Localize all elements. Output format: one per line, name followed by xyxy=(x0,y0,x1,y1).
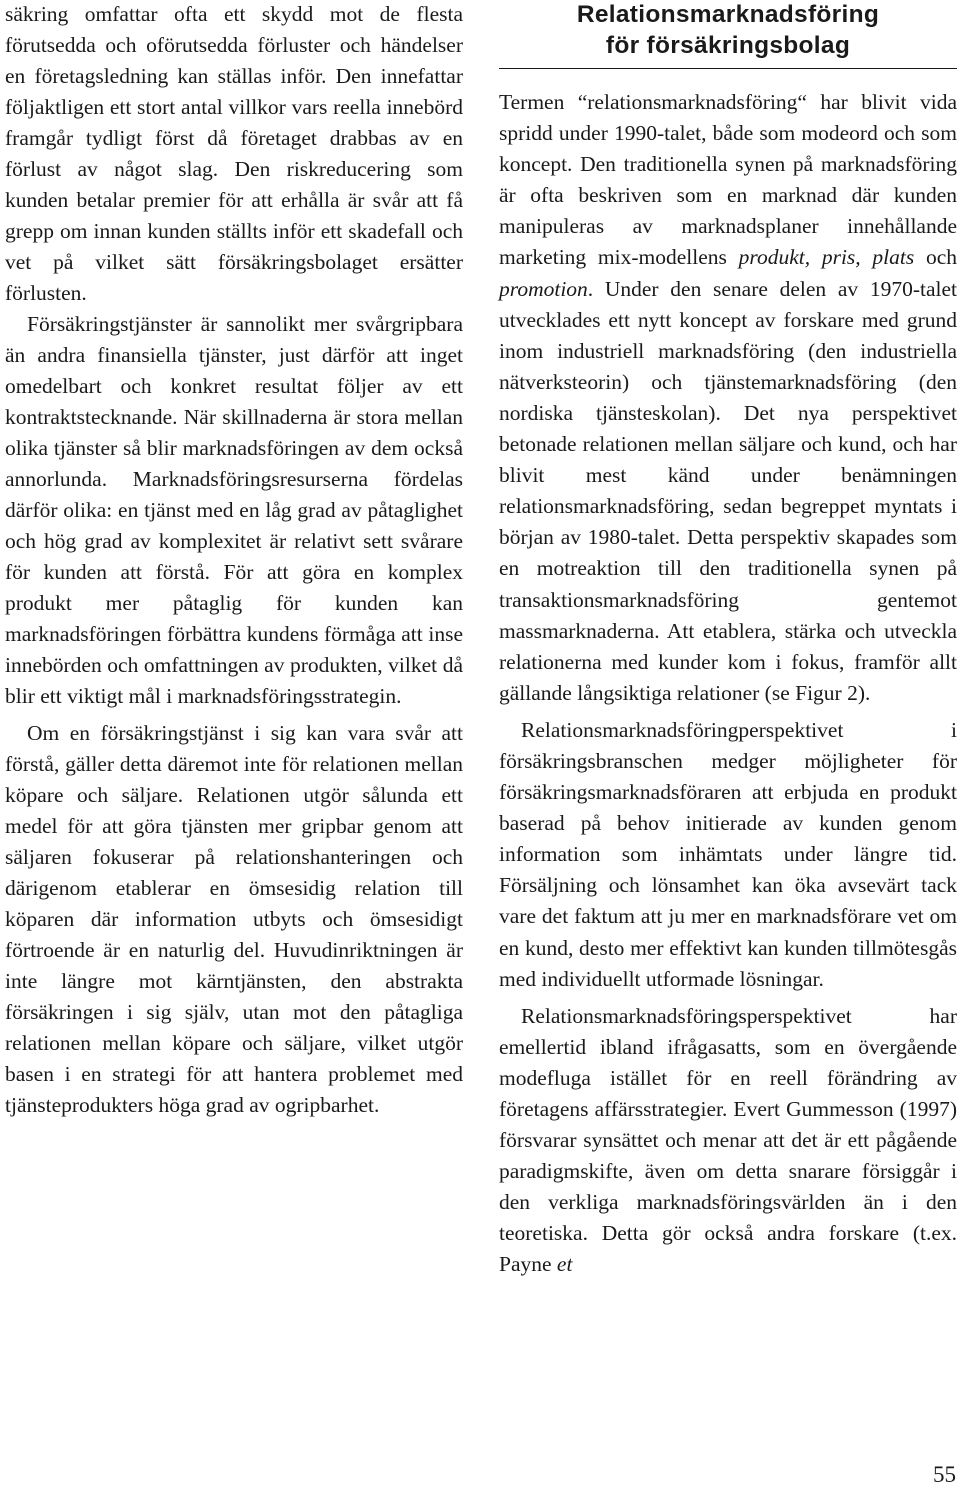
right-paragraph-1-part-1: Termen “relationsmarknadsföring“ har blivit vida spridd under 1990-talet, både som modeord och som koncept. Den traditionella synen på marknadsföring är ofta beskriven som en marknad där kunden manipuleras av marknadsplaner innehållande marketing mix-modellens xyxy=(499,90,957,270)
right-paragraph-3-text: Relationsmarknadsföringsperspektivet har emellertid ibland ifrågasatts, som en övergående modefluga istället för en reell förändring av företagens affärsstrategier. Evert Gummesson (1997) försvarar synsättet och menar att det är ett pågående paradigmskifte, även om detta snarare försiggår i den verkliga marknadsföringsvärlden än i den teoretiska. Detta gör också andra forskare (t.ex. Payne xyxy=(499,1003,957,1277)
right-body xyxy=(499,87,957,1281)
left-paragraph-2: Försäkringstjänster är sannolikt mer svårgripbara än andra finansiella tjänster, just därför att inget omedelbart och konkret resultat följer av ett kontraktstecknande. När skillnaderna är stora mellan olika tjänster så blir marknadsföringen av dem också annorlunda. Marknadsföringsresurserna fördelas därför olika: en tjänst med en låg grad av påtaglighet och hög grad av komplexitet är relativt sett svårare för kunden att förstå. För att göra en komplex produkt mer påtaglig för kunden kan marknadsföringen förbättra kundens förmåga att inse innebörden och omfattningen av produkten, vilket då blir ett viktigt mål i marknadsföringsstrategin. xyxy=(5,312,463,708)
page-number: 55 xyxy=(933,1462,956,1487)
right-paragraph-1-italic-2: promotion xyxy=(499,276,588,301)
left-column xyxy=(5,0,463,1121)
left-paragraph-3: Om en försäkringstjänst i sig kan vara svår att förstå, gäller detta däremot inte för relationen mellan köpare och säljare. Relationen utgör sålunda ett medel för att göra tjänsten mer gripbar genom att säljaren fokuserar på relationshanteringen och därigenom etablerar en ömsesidig relation till köparen där information utbyts och ömsesidigt förtroende är en naturlig del. Huvudinriktningen är inte längre mot kärntjänsten, den abstrakta försäkringen i sig själv, utan mot den påtagliga relationen mellan köpare och säljare, vilket utgör basen i en strategi för att hantera problemet med tjänsteprodukters höga grad av ogripbarhet. xyxy=(5,721,463,1117)
right-paragraph-2: Relationsmarknadsföringperspektivet i försäkringsbranschen medger möjligheter för försäkringsmarknadsföraren att erbjuda en produkt baserad på behov initierade av kunden genom information som inhämtats under längre tid. Försäljning och lönsamhet kan öka avsevärt tack vare det faktum att ju mer en marknadsförare vet om en kund, desto mer effektivt kan kunden tillmötesgås med individuellt utformade lösningar. xyxy=(499,717,957,991)
section-heading-line-2: för försäkringsbolag xyxy=(605,32,851,59)
right-paragraph-1-part-2: och xyxy=(914,245,957,270)
right-paragraph-1-italic-1: produkt, pris, plats xyxy=(738,245,915,270)
heading-divider xyxy=(499,68,957,69)
left-paragraph-1: säkring omfattar ofta ett skydd mot de flesta förutsedda och oförutsedda förluster och händelser en företagsledning kan ställas inför. Den innefattar följaktligen ett stort antal villkor vars reella innebörd framgår tydligt först då företaget drabbas av en förlust av något slag. Den riskreducering som kunden betalar premier för att erhålla är svår att få grepp om innan kunden ställts inför ett skadefall och vet på vilket sätt försäkringsbolaget ersätter förlusten. xyxy=(5,2,463,305)
right-paragraph-1 xyxy=(499,87,957,709)
right-paragraph-3 xyxy=(499,1001,957,1281)
right-paragraph-3-italic-end: et xyxy=(556,1252,573,1277)
section-heading-line-1: Relationsmarknadsföring xyxy=(576,1,880,28)
section-heading xyxy=(499,0,957,61)
right-paragraph-1-part-3: . Under den senare delen av 1970-talet utvecklades ett nytt koncept av forskare med grund inom industriell marknadsföring (den industriella nätverksteorin) och tjänstemarknadsföring (den nordiska tjänsteskolan). Det nya perspektivet betonade relationen mellan säljare och kund, och har blivit mest känd under benämningen relationsmarknadsföring, sedan begreppet myntats i början av 1980-talet. Detta perspektiv skapades som en motreaktion till den traditionella synen på transaktionsmarknadsföring gentemot massmarknaderna. Att etablera, stärka och utveckla relationerna med kunder kom i fokus, framför allt gällande långsiktiga relationer (se Figur 2). xyxy=(499,276,957,705)
right-column xyxy=(499,0,957,1281)
